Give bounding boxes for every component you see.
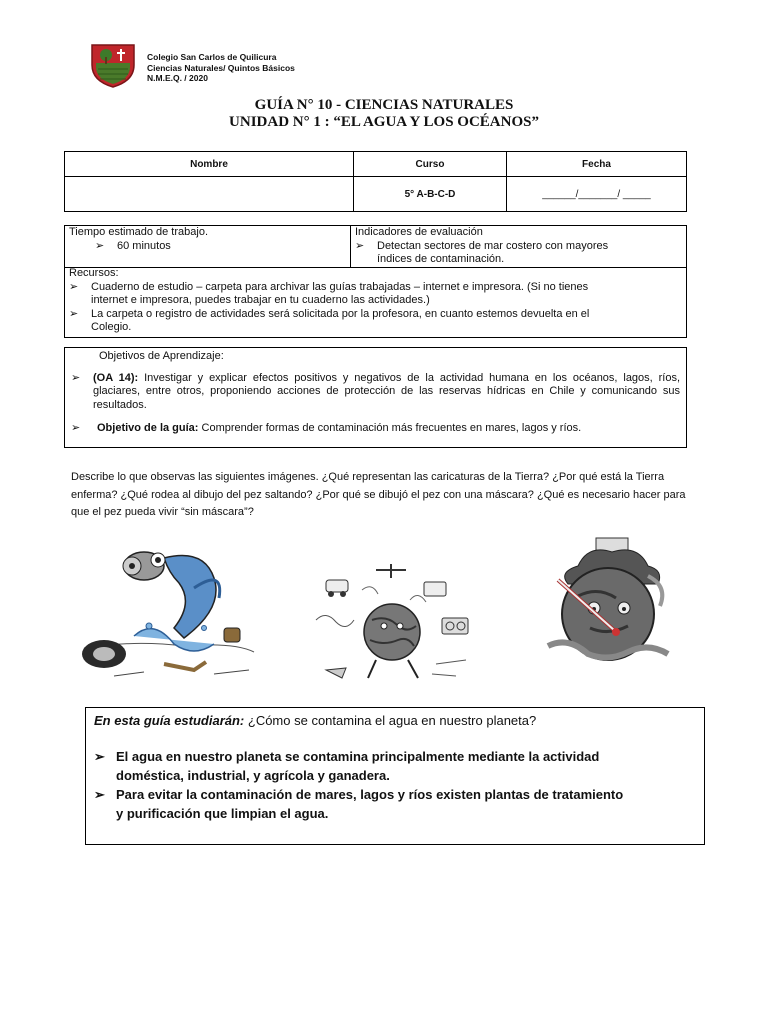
- guide-objective-text: Comprender formas de contaminación más frecuentes en mares, lagos y ríos.: [198, 422, 582, 434]
- arrow-icon: ➢: [71, 371, 81, 384]
- study-intro-label: En esta guía estudiarán:: [94, 713, 245, 728]
- arrow-icon: ➢: [95, 239, 105, 252]
- indicators-section: [355, 226, 685, 267]
- bullet-2-line-1: Para evitar la contaminación de mares, lagos y ríos existen plantas de tratamiento: [116, 787, 624, 802]
- oa-14-item: [71, 372, 680, 413]
- oa-code: (OA 14):: [93, 371, 139, 384]
- unit-title: UNIDAD N° 1 : “EL AGUA Y LOS OCÉANOS”: [229, 114, 539, 130]
- observation-question: Describe lo que observas las siguientes imágenes. ¿Qué representan las caricaturas de la Tierra? ¿Por qué está la Tierra enferma? ¿Qué rodea al dibujo del pez saltando? ¿Por qué se dibujó el pez con una máscara? ¿Qué es necesario hacer para que el pez pueda vivir “sin máscara”?: [71, 471, 686, 518]
- header-fecha: Fecha: [507, 152, 687, 177]
- school-header: [147, 52, 295, 84]
- time-value: 60 minutos: [117, 239, 171, 252]
- student-info-table: [64, 151, 687, 212]
- arrow-icon: ➢: [94, 787, 105, 802]
- nombre-field[interactable]: [65, 177, 354, 212]
- study-intro: [94, 711, 696, 730]
- resource-1-line-2: internet e impresora, puedes trabajar en tu cuaderno las actividades.): [91, 294, 430, 306]
- time-label: Tiempo estimado de trabajo.: [69, 226, 208, 238]
- objectives-box: [64, 347, 687, 448]
- indicator-line-1: Detectan sectores de mar costero con mayores: [377, 239, 609, 252]
- arrow-icon: ➢: [355, 239, 365, 252]
- study-summary-box: [85, 707, 705, 845]
- arrow-icon: ➢: [94, 749, 105, 764]
- box-divider-vertical: [350, 226, 351, 267]
- arrow-icon: ➢: [71, 422, 81, 434]
- curso-value: 5° A-B-C-D: [354, 177, 507, 212]
- resource-2-line-2: Colegio.: [91, 321, 132, 333]
- school-name: Colegio San Carlos de Quilicura: [147, 52, 277, 62]
- oa-text: Investigar y explicar efectos positivos y negativos de la actividad humana en los océanos, lagos, ríos, glaciares, entre otros, proponiendo acciones de protección de las reservas hídricas en Chile y comunicando sus resultados.: [93, 371, 681, 411]
- bullet-1-line-2: doméstica, industrial, y agrícola y ganadera.: [116, 768, 390, 783]
- indicators-label: Indicadores de evaluación: [355, 226, 483, 238]
- fecha-field[interactable]: ______/_______/ _____: [507, 177, 687, 212]
- school-code: N.M.E.Q. / 2020: [147, 73, 208, 83]
- objectives-label: Objetivos de Aprendizaje:: [99, 350, 224, 362]
- bullet-1-line-1: El agua en nuestro planeta se contamina principalmente mediante la actividad: [116, 749, 600, 764]
- school-subject: Ciencias Naturales/ Quintos Básicos: [147, 62, 295, 73]
- masked-fish-illustration: [74, 548, 264, 688]
- school-logo: [88, 41, 138, 89]
- bullet-2-line-2: y purificación que limpian el agua.: [116, 806, 329, 821]
- work-info-box: [64, 225, 687, 338]
- study-bullets: [94, 747, 696, 823]
- sick-earth-illustration: [528, 536, 682, 668]
- header-nombre: Nombre: [65, 152, 354, 177]
- arrow-icon: ➢: [69, 307, 79, 320]
- study-intro-text: ¿Cómo se contamina el agua en nuestro planeta?: [244, 713, 537, 728]
- resources-label: Recursos:: [69, 267, 119, 279]
- header-curso: Curso: [354, 152, 507, 177]
- guide-title: GUÍA N° 10 - CIENCIAS NATURALES: [254, 97, 514, 113]
- resource-1-line-1: Cuaderno de estudio – carpeta para archivar las guías trabajadas – internet e impresora. (Si no tienes: [91, 280, 589, 293]
- resources-section: [69, 267, 683, 335]
- indicator-line-2: índices de contaminación.: [377, 253, 505, 265]
- guide-objective-item: [71, 422, 680, 436]
- polluted-earth-illustration: [306, 560, 478, 688]
- arrow-icon: ➢: [69, 280, 79, 293]
- resource-2-line-1: La carpeta o registro de actividades será solicitada por la profesora, en cuanto estemos devuelta en el: [91, 307, 590, 320]
- time-section: [69, 226, 347, 253]
- guide-objective-label: Objetivo de la guía:: [97, 422, 199, 434]
